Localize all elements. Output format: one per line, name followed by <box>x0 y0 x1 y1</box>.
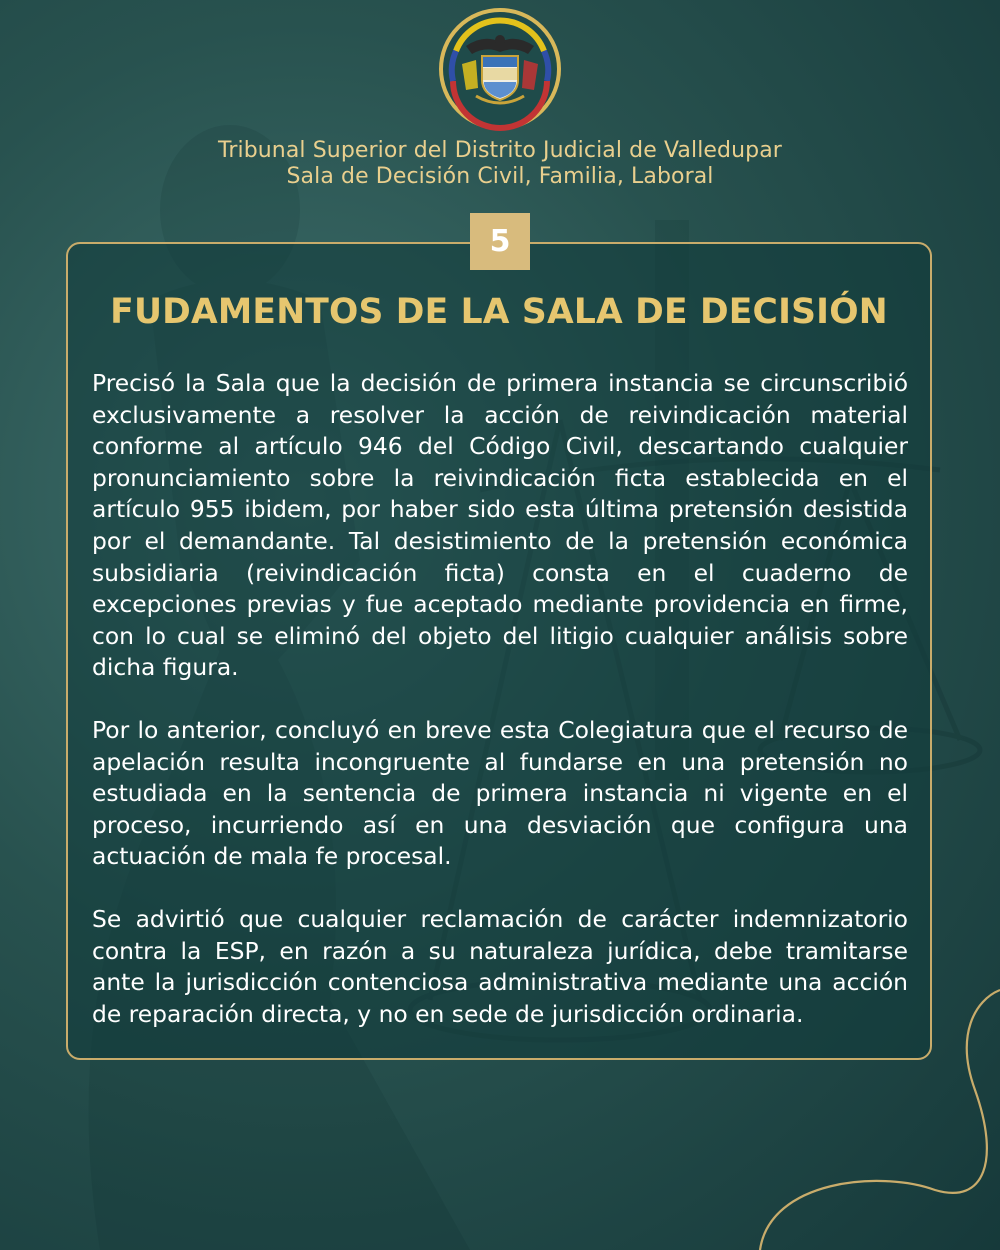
section-body <box>92 368 908 1061</box>
section-number-badge: 5 <box>470 213 530 270</box>
section-title: FUDAMENTOS DE LA SALA DE DECISIÓN <box>110 292 888 332</box>
paragraph-1: Precisó la Sala que la decisión de primera instancia se circunscribió exclusivamente a resolver la acción de reivindicación material conforme al artículo 946 del Código Civil, descartando cualquier pronunciamiento sobre la reivindicación ficta establecida en el artículo 955 ibidem, por haber sido esta última pretensión desistida por el demandante. Tal desistimiento de la pretensión económica subsidiaria (reivindicación ficta) consta en el cuaderno de excepciones previas y fue aceptado mediante providencia en firme, con lo cual se eliminó del objeto del litigio cualquier análisis sobre dicha figura. <box>92 369 908 682</box>
paragraph-2: Por lo anterior, concluyó en breve esta Colegiatura que el recurso de apelación resulta incongruente al fundarse en una pretensión no estudiada en la sentencia de primera instancia ni vigente en el proceso, incurriendo así en una desviación que configura una actuación de mala fe procesal. <box>92 715 908 871</box>
org-name-line1: Tribunal Superior del Distrito Judicial de Valledupar <box>218 138 782 163</box>
organization-header <box>0 138 1000 190</box>
paragraph-3: Se advirtió que cualquier reclamación de carácter indemnizatorio contra la ESP, en razón a su naturaleza jurídica, debe tramitarse ante la jurisdicción contenciosa administrativa mediante una acción de reparación directa, y no en sede de jurisdicción ordinaria. <box>92 904 908 1028</box>
coat-of-arms-seal-icon <box>436 6 564 132</box>
org-name-line2: Sala de Decisión Civil, Familia, Laboral <box>286 164 714 189</box>
